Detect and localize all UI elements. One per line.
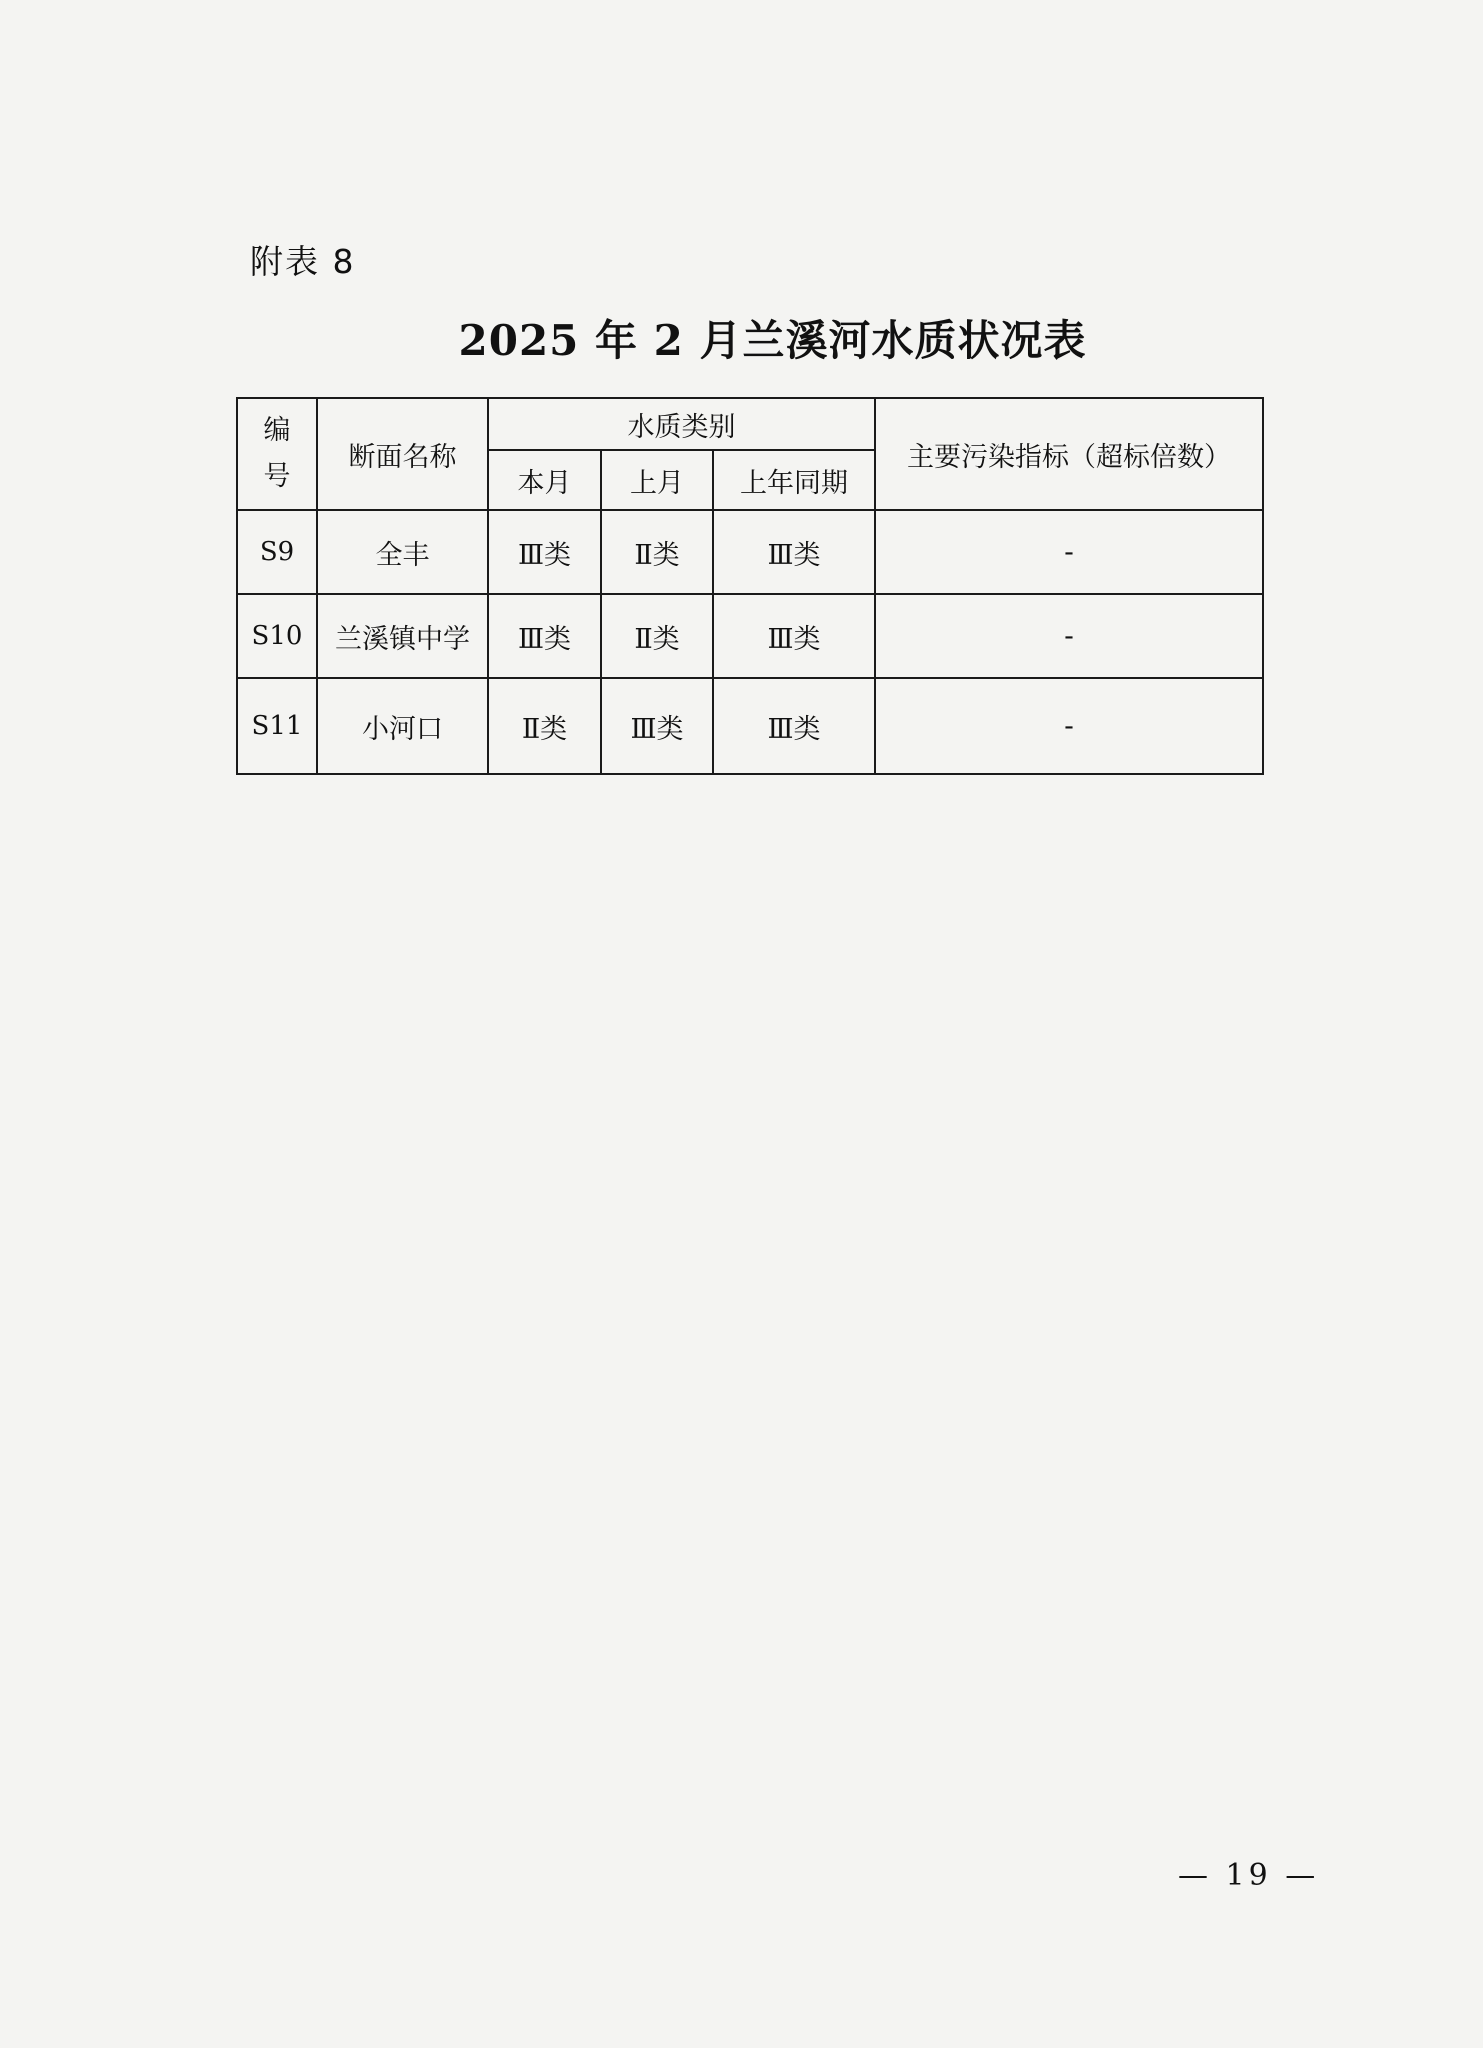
header-this-month: 本月 [488,450,601,510]
cell-same-period-last-year: Ⅲ类 [713,510,875,594]
cell-id: S11 [237,678,317,774]
cell-this-month: Ⅲ类 [488,594,601,678]
cell-section-name: 全丰 [317,510,488,594]
cell-id: S10 [237,594,317,678]
annex-label: 附表 8 [250,242,356,281]
cell-last-month: Ⅲ类 [601,678,713,774]
cell-main-pollutants: - [875,678,1263,774]
header-same-period-last-year: 上年同期 [713,450,875,510]
document-title: 2025 年 2 月兰溪河水质状况表 [458,316,1087,365]
header-id [237,398,317,510]
header-water-quality-class: 水质类别 [488,398,875,450]
page-number: — 19 — [1178,1858,1320,1893]
cell-section-name: 兰溪镇中学 [317,594,488,678]
header-row-1 [237,398,1263,450]
table-row [237,594,1263,678]
cell-same-period-last-year: Ⅲ类 [713,678,875,774]
header-last-month: 上月 [601,450,713,510]
header-id-line2: 号 [263,461,291,492]
cell-this-month: Ⅲ类 [488,510,601,594]
header-id-line1: 编 [263,415,291,446]
cell-section-name: 小河口 [317,678,488,774]
header-main-pollutants: 主要污染指标（超标倍数） [875,398,1263,510]
cell-main-pollutants: - [875,510,1263,594]
cell-last-month: Ⅱ类 [601,510,713,594]
cell-id: S9 [237,510,317,594]
water-quality-table [236,397,1264,775]
cell-this-month: Ⅱ类 [488,678,601,774]
cell-same-period-last-year: Ⅲ类 [713,594,875,678]
cell-main-pollutants: - [875,594,1263,678]
table-row [237,678,1263,774]
header-section-name: 断面名称 [317,398,488,510]
cell-last-month: Ⅱ类 [601,594,713,678]
table-row [237,510,1263,594]
